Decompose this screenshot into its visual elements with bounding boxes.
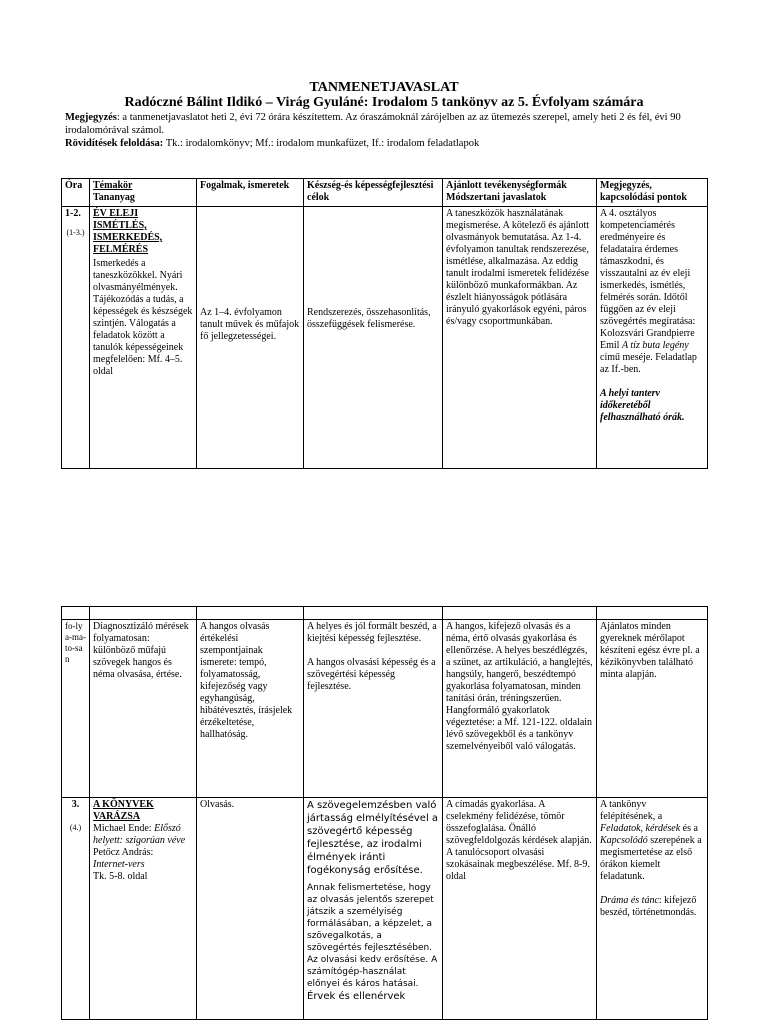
header-tananyag-label: Tananyag xyxy=(93,192,135,203)
cell-keszseg xyxy=(304,620,443,798)
tananyag-text: Ismerkedés a taneszközökkel. Nyári olvasmányélmények. Tájékozódás a tudás, a képességek és készségek szintjén. Válogatás a feladatok között a tanulók képességeinek megfelelően: Mf. 4–5. oldal xyxy=(93,258,193,377)
megj-text: A tankönyv felépítésének, a xyxy=(600,799,663,822)
cell-ora xyxy=(62,798,90,1020)
ora-alt-number: (1-3.) xyxy=(66,228,85,237)
table-header-row xyxy=(62,179,708,207)
empty-header-row xyxy=(62,607,708,620)
keszseg-text-3: Érvek és ellenérvek xyxy=(307,991,406,1002)
document-title: TANMENETJAVASLAT xyxy=(309,80,459,95)
author-name: Petőcz András: xyxy=(93,847,154,858)
table-row xyxy=(62,798,708,1020)
megj-italic: Kapcsolódó xyxy=(600,835,648,846)
header-fogalmak: Fogalmak, ismeretek xyxy=(197,179,304,207)
keszseg-text-1: A helyes és jól formált beszéd, a kiejtési képesség fejlesztése. xyxy=(307,621,437,644)
header-ora: Óra xyxy=(62,179,90,207)
topic-line: VARÁZSA xyxy=(93,811,141,822)
keszseg-text-2: A hangos olvasási képesség és a szövegértési képesség fejlesztése. xyxy=(307,657,436,692)
cell-ora xyxy=(62,207,90,469)
topic-line: ISMERKEDÉS, xyxy=(93,232,163,243)
note-label: Megjegyzés xyxy=(65,112,117,123)
topic-line: ÉV ELEJI xyxy=(93,208,139,219)
textbook-pages: Tk. 5-8. oldal xyxy=(93,871,148,882)
note-text: : a tanmenetjavaslatot heti 2, évi 72 órára készítettem. Az óraszámoknál zárójelben az az ütemezés szerepel, amely heti 2 és fél, évi 90 irodalomórával számol. xyxy=(65,112,681,136)
abbr-label: Rövidítések feloldása: xyxy=(65,138,164,149)
megj-text-2: című meséje. Feladatlap az If.-ben. xyxy=(600,352,697,375)
cell-keszseg: Rendszerezés, összehasonlítás, összefüggések felismerése. xyxy=(304,207,443,469)
topic-line: ISMÉTLÉS, xyxy=(93,220,147,231)
work-title: Internet-vers xyxy=(93,859,145,870)
header-ajanlott: Ajánlott tevékenységformák Módszertani javaslatok xyxy=(443,179,597,207)
megj-text: szerepének a megismertetése az első órákon kiemelt feladatunk. xyxy=(600,835,702,882)
cell-fogalmak: Olvasás. xyxy=(197,798,304,1020)
ora-number: 1-2. xyxy=(65,208,81,219)
cell-ora: fo-lya-ma-to-san xyxy=(62,620,90,798)
cell-fogalmak: A hangos olvasás értékelési szempontjainak ismerete: tempó, folyamatosság, kifejezőség vagy egyhangúság, hibátévesztés, írásjelek érzékeltetése, hallhatóság. xyxy=(197,620,304,798)
header-megjegyzes: Megjegyzés, kapcsolódási pontok xyxy=(597,179,708,207)
note-paragraph xyxy=(65,111,730,137)
cell-megjegyzes: Ajánlatos minden gyereknek mérőlapot készíteni egész évre pl. a kézikönyvben található minta alapján. xyxy=(597,620,708,798)
megj-italic: Dráma és tánc xyxy=(600,895,659,906)
abbr-text: Tk.: irodalomkönyv; Mf.: irodalom munkafüzet, If.: irodalom feladatlapok xyxy=(163,138,480,149)
megj-work-title: A tíz buta legény xyxy=(621,340,689,351)
cell-ajanlott: A címadás gyakorlása. A cselekmény felidézése, tömör összefoglalása. Önálló szövegfeldolgozás kérdések alapján. A tanulócsoport olvasási szokásainak megbeszélése. Mf. 8-9. oldal xyxy=(443,798,597,1020)
cell-tananyag: Diagnosztizáló mérések folyamatosan: különböző műfajú szövegek hangos és néma olvasása, értése. xyxy=(90,620,197,798)
megj-italic: Feladatok, kérdések xyxy=(600,823,681,834)
empty-cell xyxy=(443,607,597,620)
cell-tananyag xyxy=(90,798,197,1020)
empty-cell xyxy=(304,607,443,620)
abbreviations-paragraph xyxy=(65,137,730,150)
megj-text: : kifejező beszéd, történetmondás. xyxy=(600,895,697,918)
plan-table-2 xyxy=(61,606,708,1020)
work-title: Előszó helyett: szigorúan véve xyxy=(93,823,186,846)
topic-line: FELMÉRÉS xyxy=(93,244,149,255)
empty-cell xyxy=(90,607,197,620)
cell-megjegyzes xyxy=(597,798,708,1020)
megj-text: és a xyxy=(680,823,698,834)
ora-number: 3. xyxy=(71,799,80,810)
empty-cell xyxy=(197,607,304,620)
megj-text: A 4. osztályos kompetenciamérés eredményeire és feladataira érdemes támaszkodni, és visszautalni az év eleji ismerkedés, ismétlés, felmérés során. Időtől függően az év eleji szövegértés megíratása: Kolozsvári Grandpierre Emil xyxy=(600,208,696,351)
cell-megjegyzes xyxy=(597,207,708,469)
document-subtitle: Radóczné Bálint Ildikó – Virág Gyuláné: Irodalom 5 tankönyv az 5. Évfolyam számára xyxy=(124,95,644,110)
keszseg-text-1: A szövegelemzésben való jártasság elmélyítésével a szövegértő képesség fejlesztése, az irodalmi élmények iránti fogékonyság erősítése. xyxy=(307,800,439,876)
header-keszseg: Készség-és képességfejlesztési célok xyxy=(304,179,443,207)
ora-alt-number: (4.) xyxy=(69,823,82,832)
table-row xyxy=(62,620,708,798)
table-row xyxy=(62,207,708,469)
author-name: Michael Ende: xyxy=(93,823,155,834)
empty-cell xyxy=(597,607,708,620)
megj-bold-note: A helyi tanterv időkeretéből felhasználható órák. xyxy=(600,388,685,423)
cell-ajanlott: A taneszközök használatának megismerése. A kötelező és ajánlott olvasmányok bemutatása. Az 1-4. évfolyamon tanultak rendszerezése, ismétlése, alkalmazása. Az eddig tanult irodalmi ismeretek felidézése különböző munkaformákban. Az észlelt hiányosságok pótlására irányuló gyakorlások egyéni, páros és/vagy csoportmunkában. xyxy=(443,207,597,469)
header-temakor xyxy=(90,179,197,207)
keszseg-text-2: Annak felismertetése, hogy az olvasás jelentős szerepet játszik a személyiség formálásában, a képzelet, a szövegalkotás, a szövegértés fejlesztésében. Az olvasási kedv erősítése. A számítógép-használat előnyei és káros hatásai. xyxy=(307,883,438,989)
plan-table-1 xyxy=(61,178,708,469)
cell-keszseg xyxy=(304,798,443,1020)
cell-tananyag xyxy=(90,207,197,469)
cell-ajanlott: A hangos, kifejező olvasás és a néma, értő olvasás gyakorlása és ellenőrzése. A helyes beszédlégzés, a szünet, az artikuláció, a hanglejtés, hangsúly, hangerő, beszédtempó gyakorlása folyamatosan, minden tanítási órán, tréningszerűen. Hangformáló gyakorlatok végeztetése: a Mf. 121-122. oldalain lévő szövegekből és a tankönyv szemelvényeiből való válogatás. xyxy=(443,620,597,798)
empty-cell xyxy=(62,607,90,620)
header-temakor-label: Témakör xyxy=(93,180,133,191)
topic-line: A KÖNYVEK xyxy=(93,799,154,810)
cell-fogalmak: Az 1–4. évfolyamon tanult művek és műfajok fő jellegzetességei. xyxy=(197,207,304,469)
